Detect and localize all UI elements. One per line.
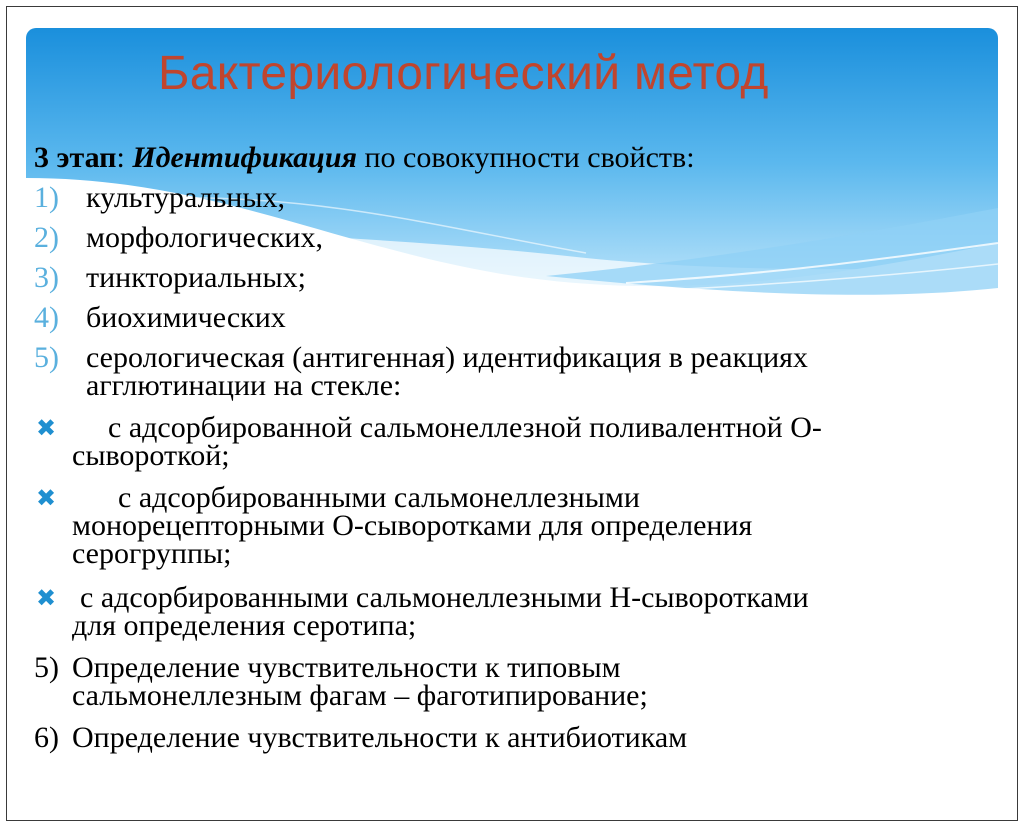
list-marker: 1) <box>34 181 59 214</box>
list-item-cultural: культуральных, <box>86 181 285 214</box>
bullet-item-line: сывороткой; <box>72 439 230 472</box>
list-marker: 6) <box>34 721 59 754</box>
intro-line <box>34 141 695 174</box>
stage-label: 3 этап <box>34 141 117 174</box>
list-marker: 2) <box>34 221 59 254</box>
intro-rest: по совокупности свойств: <box>356 141 695 174</box>
bullet-item-line: монорецепторными О-сыворотками для определения <box>72 509 753 542</box>
list-item-serological-line2: агглютинации на стекле: <box>86 369 402 402</box>
final-item-antibiotics: Определение чувствительности к антибиотикам <box>72 721 688 754</box>
cross-mark-icon: ✖ <box>36 584 57 612</box>
list-item-serological-line1: серологическая (антигенная) идентификация в реакциях <box>86 341 808 374</box>
list-item-biochemical: биохимических <box>86 301 286 334</box>
final-item-phage-line2: сальмонеллезным фагам – фаготипирование; <box>72 679 648 712</box>
bullet-item-line: с адсорбированными сальмонеллезными Н-сыворотками <box>80 581 809 614</box>
list-item-morphological: морфологических, <box>86 221 323 254</box>
bullet-item-line: серогруппы; <box>72 537 232 570</box>
list-marker: 3) <box>34 261 59 294</box>
identification-term: Идентификация <box>132 141 357 174</box>
intro-colon: : <box>116 141 133 174</box>
list-marker: 5) <box>34 651 59 684</box>
cross-mark-icon: ✖ <box>36 484 57 512</box>
cross-mark-icon: ✖ <box>36 414 57 442</box>
list-item-tinctorial: тинкториальных; <box>86 261 306 294</box>
bullet-item-line: для определения серотипа; <box>72 609 417 642</box>
bullet-item-line: с адсорбированными сальмонеллезными <box>118 481 640 514</box>
bullet-item-line: с адсорбированной сальмонеллезной поливалентной О- <box>108 411 822 444</box>
final-item-phage-line1: Определение чувствительности к типовым <box>72 651 621 684</box>
list-marker: 5) <box>34 341 59 374</box>
list-marker: 4) <box>34 301 59 334</box>
slide-title: Бактериологический метод <box>158 47 769 100</box>
